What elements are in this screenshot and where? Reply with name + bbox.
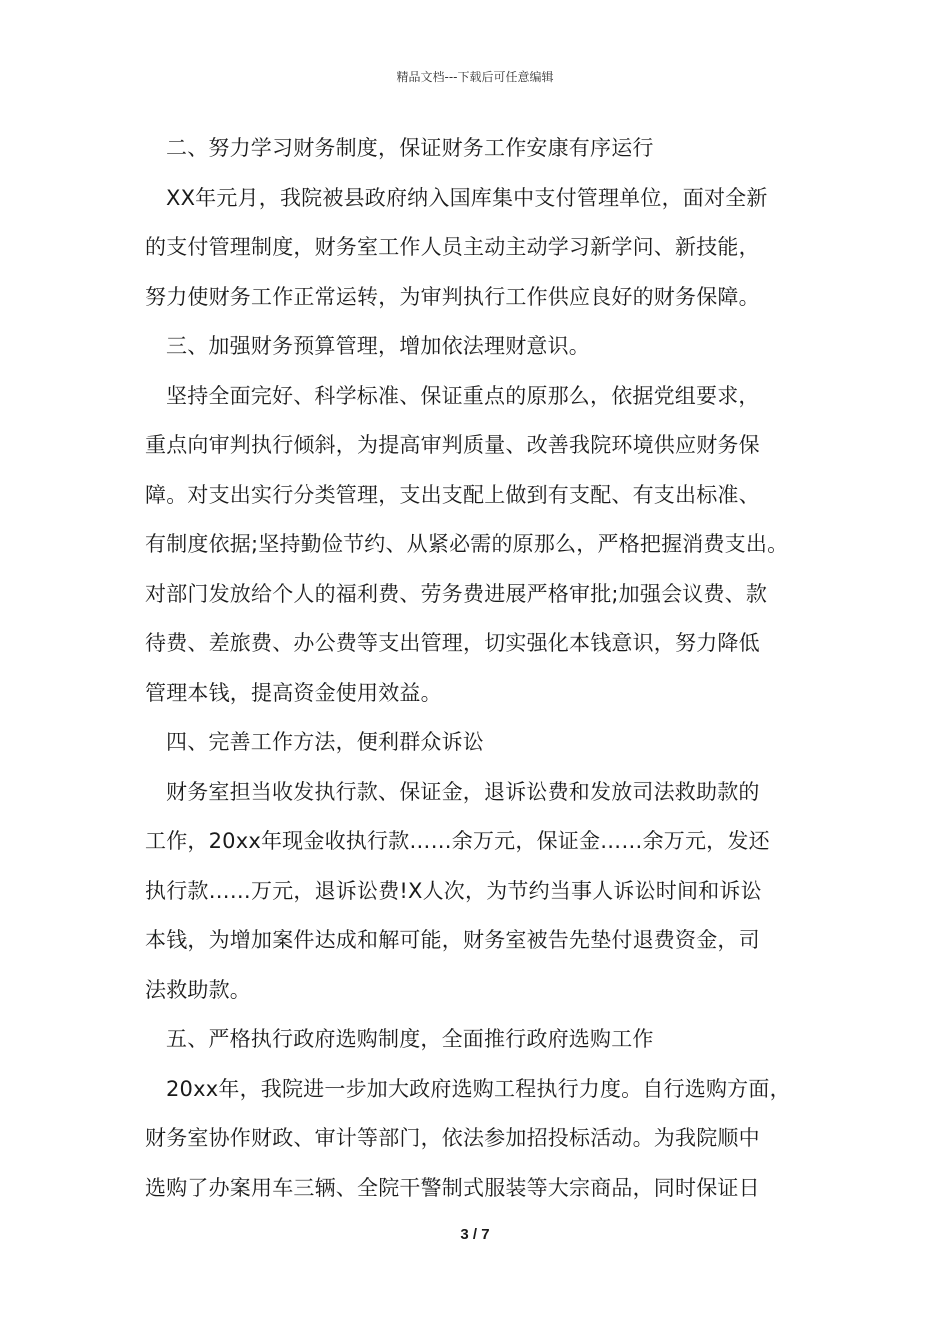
text-line: 四、完善工作方法，便利群众诉讼 [166,730,484,754]
text-line: 三、加强财务预算管理，增加依法理财意识。 [166,334,590,358]
text-line: 障。对支出实行分类管理，支出支配上做到有支配、有支出标准、 [145,482,760,507]
text-line: 财务室协作财政、审计等部门，依法参加招投标活动。为我院顺中 [145,1126,760,1150]
page-header: 精品文档---下载后可任意编辑 [396,70,554,84]
text-line: 选购了办案用车三辆、全院干警制式服装等大宗商品，同时保证日 [145,1175,760,1200]
text-line: 有制度依据;坚持勤俭节约、从紧必需的原那么，严格把握消费支出。 [145,532,789,556]
text-line: 财务室担当收发执行款、保证金，退诉讼费和发放司法救助款的 [166,779,760,804]
text-line: 20xx年，我院进一步加大政府选购工程执行力度。自行选购方面， [166,1076,791,1101]
text-line: 努力使财务工作正常运转，为审判执行工作供应良好的财务保障。 [145,284,760,309]
text-line: 坚持全面完好、科学标准、保证重点的原那么，依据党组要求， [166,383,760,408]
text-line: XX年元月，我院被县政府纳入国库集中支付管理单位，面对全新 [166,185,768,210]
text-line: 重点向审判执行倾斜，为提高审判质量、改善我院环境供应财务保 [145,433,760,457]
text-line: 法救助款。 [145,977,251,1002]
text-line: 二、努力学习财务制度，保证财务工作安康有序运行 [166,136,654,160]
text-line: 对部门发放给个人的福利费、劳务费进展严格审批;加强会议费、款 [145,581,768,606]
document-body [145,124,825,1213]
page-number: 3 / 7 [460,1226,490,1243]
text-line: 管理本钱，提高资金使用效益。 [145,680,442,705]
text-line: 待费、差旅费、办公费等支出管理，切实强化本钱意识，努力降低 [145,631,760,655]
text-line: 五、严格执行政府选购制度，全面推行政府选购工作 [166,1027,654,1051]
text-line: 执行款……万元，退诉讼费!X人次，为节约当事人诉讼时间和诉讼 [145,878,762,903]
text-line: 的支付管理制度，财务室工作人员主动主动学习新学问、新技能， [145,235,760,259]
text-line: 工作，20xx年现金收执行款……余万元，保证金……余万元，发还 [145,829,770,853]
text-line: 本钱，为增加案件达成和解可能，财务室被告先垫付退费资金，司 [145,928,760,952]
